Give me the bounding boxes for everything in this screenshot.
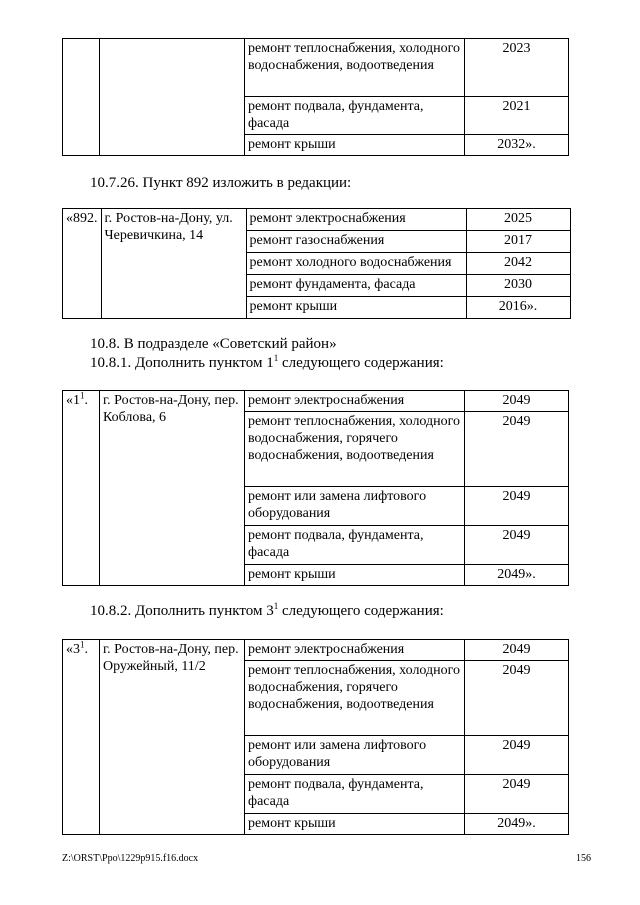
year-cell: 2049 xyxy=(465,412,569,487)
year-cell: 2021 xyxy=(465,97,569,135)
paragraph: 10.8. В подразделе «Советский район» xyxy=(90,336,337,352)
work-cell: ремонт электроснабжения xyxy=(245,640,465,661)
item-3-1-table xyxy=(62,639,569,835)
work-cell: ремонт крыши xyxy=(246,297,466,319)
year-cell: 2049». xyxy=(465,565,569,586)
year-cell: 2016». xyxy=(466,297,570,319)
work-cell: ремонт подвала, фундамента, фасада xyxy=(245,97,465,135)
address-cell: г. Ростов-на-Дону, ул. Черевичкина, 14 xyxy=(101,209,246,319)
address-cell: г. Ростов-на-Дону, пер. Оружейный, 11/2 xyxy=(100,640,245,835)
work-cell: ремонт подвала, фундамента, фасада xyxy=(245,526,465,565)
number-cell: «$1^1$. xyxy=(63,391,100,586)
item-1-1-table xyxy=(62,390,569,586)
number-cell xyxy=(63,39,100,156)
year-cell: 2032». xyxy=(465,135,569,156)
work-cell: ремонт электроснабжения xyxy=(246,209,466,231)
work-cell: ремонт теплоснабжения, холодного водоснабжения, горячего водоснабжения, водоотведения xyxy=(245,412,465,487)
continuation-table xyxy=(62,38,569,156)
file-path: Z:\ORST\Ppo\1229p915.f16.docx xyxy=(62,853,199,864)
year-cell: 2049 xyxy=(465,391,569,412)
work-cell: ремонт крыши xyxy=(245,814,465,835)
year-cell: 2049 xyxy=(465,640,569,661)
year-cell: 2042 xyxy=(466,253,570,275)
address-cell xyxy=(100,39,245,156)
year-cell: 2049 xyxy=(465,775,569,814)
address-cell: г. Ростов-на-Дону, пер. Коблова, 6 xyxy=(100,391,245,586)
work-cell: ремонт или замена лифтового оборудования xyxy=(245,736,465,775)
year-cell: 2017 xyxy=(466,231,570,253)
item-892-table xyxy=(62,208,571,319)
work-cell: ремонт подвала, фундамента, фасада xyxy=(245,775,465,814)
paragraph: 10.8.1. Дополнить пунктом $1^1$ следующего содержания: xyxy=(90,353,444,371)
number-cell: «892. xyxy=(63,209,102,319)
work-cell: ремонт холодного водоснабжения xyxy=(246,253,466,275)
year-cell: 2025 xyxy=(466,209,570,231)
paragraph: 10.7.26. Пункт 892 изложить в редакции: xyxy=(90,175,352,191)
work-cell: ремонт электроснабжения xyxy=(245,391,465,412)
year-cell: 2049 xyxy=(465,526,569,565)
number-cell: «$3^1$. xyxy=(63,640,100,835)
work-cell: ремонт теплоснабжения, холодного водоснабжения, горячего водоснабжения, водоотведения xyxy=(245,661,465,736)
work-cell: ремонт фундамента, фасада xyxy=(246,275,466,297)
year-cell: 2049 xyxy=(465,661,569,736)
year-cell: 2023 xyxy=(465,39,569,97)
year-cell: 2049». xyxy=(465,814,569,835)
page-number: 156 xyxy=(576,853,591,864)
work-cell: ремонт крыши xyxy=(245,135,465,156)
work-cell: ремонт или замена лифтового оборудования xyxy=(245,487,465,526)
paragraph: 10.8.2. Дополнить пунктом $3^1$ следующего содержания: xyxy=(90,601,444,619)
work-cell: ремонт теплоснабжения, холодного водоснабжения, водоотведения xyxy=(245,39,465,97)
work-cell: ремонт крыши xyxy=(245,565,465,586)
year-cell: 2049 xyxy=(465,487,569,526)
work-cell: ремонт газоснабжения xyxy=(246,231,466,253)
year-cell: 2030 xyxy=(466,275,570,297)
year-cell: 2049 xyxy=(465,736,569,775)
